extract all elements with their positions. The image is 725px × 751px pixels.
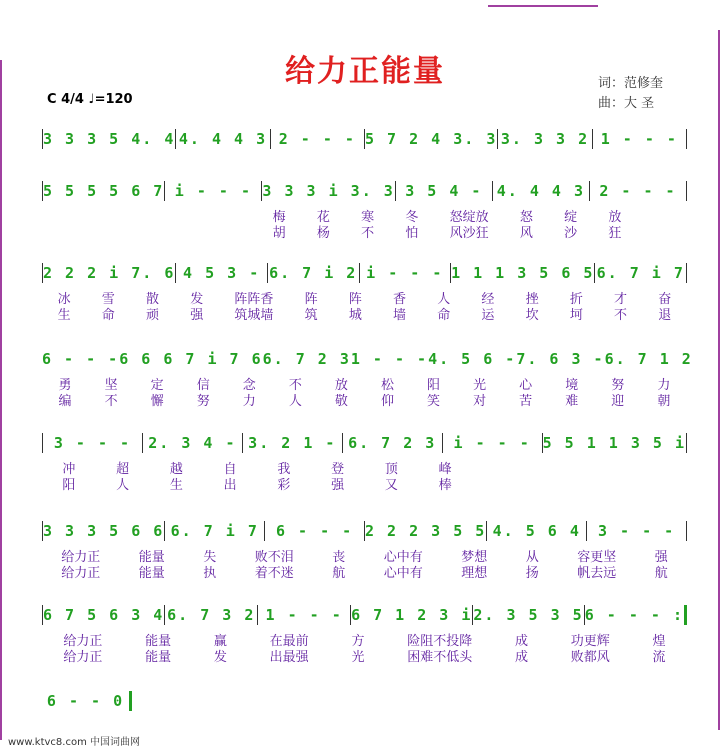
lyric-word: 胡 <box>272 226 286 241</box>
lyric-word: 煌 <box>652 634 666 649</box>
lyric-word: 不 <box>104 394 118 409</box>
lyric-word: 筑 <box>304 308 318 323</box>
lyric-word: 坷 <box>569 308 583 323</box>
lyric-word: 航 <box>654 566 668 581</box>
lyric-word: 怕 <box>405 226 419 241</box>
lyric-word: 苦 <box>519 394 533 409</box>
lyric-word: 冬 <box>405 210 419 225</box>
lyric-word: 着不迷 <box>254 566 294 581</box>
lyric-word: 顽 <box>146 308 160 323</box>
measure: 6. 7 3 2 <box>167 606 256 624</box>
lyric-word: 理想 <box>461 566 488 581</box>
measure: 3 - - - <box>53 434 132 452</box>
measure: 2 - - - <box>278 130 356 148</box>
frame-top-line <box>488 5 598 7</box>
lyric-word: 人 <box>116 478 130 493</box>
key-tempo: C 4/4 ♩=120 <box>47 92 133 107</box>
lyric-word: 梦想 <box>461 550 488 565</box>
lyric-word: 败都风 <box>570 650 610 665</box>
lyric-word: 出最强 <box>269 650 309 665</box>
lyric-word: 狂 <box>608 226 622 241</box>
measure: 2 - - - <box>599 182 677 200</box>
lyric-word: 丧 <box>332 550 346 565</box>
lyric-word: 编 <box>58 394 72 409</box>
lyric-word: 杨 <box>316 226 330 241</box>
lyric-word: 阵 <box>304 292 318 307</box>
barline <box>686 521 687 541</box>
lyric-word: 冲 <box>62 462 76 477</box>
lyric-word: 命 <box>101 308 115 323</box>
barline <box>686 263 687 283</box>
lyric-word: 奋 <box>658 292 672 307</box>
lyric-word: 冰 <box>57 292 71 307</box>
lyric-word: 登 <box>331 462 345 477</box>
lyric-word: 能量 <box>138 566 165 581</box>
lyric-word: 阵阵香 <box>234 292 274 307</box>
lyric-word: 放 <box>334 378 348 393</box>
measure: 1 - - - <box>350 350 429 368</box>
lyric-word: 挫 <box>525 292 539 307</box>
song-title: 给力正能量 <box>285 54 445 89</box>
measure: 6. 7 i 7 <box>596 264 685 282</box>
lyric-word: 念 <box>242 378 256 393</box>
lyric-word: 雪 <box>101 292 115 307</box>
lyric-word: 才 <box>614 292 628 307</box>
measure: 4. 4 4 3 <box>178 130 268 148</box>
lyric-word: 发 <box>190 292 204 307</box>
lyric-word: 筑城墙 <box>234 308 274 323</box>
lyric-line <box>42 304 687 323</box>
lyric-word: 失 <box>203 550 217 565</box>
lyric-word: 航 <box>332 566 346 581</box>
lyric-word: 敬 <box>334 394 348 409</box>
lyric-word: 出 <box>223 478 237 493</box>
lyric-word: 坚 <box>104 378 118 393</box>
frame-left-line <box>0 60 2 740</box>
measure: 5 7 2 4 3. 3 <box>365 130 498 148</box>
measure: i - - - <box>366 264 444 282</box>
lyric-word: 超 <box>116 462 130 477</box>
lyric-word: 不 <box>288 378 302 393</box>
lyric-word: 绽 <box>564 210 578 225</box>
lyric-word: 扬 <box>525 566 539 581</box>
lyric-word: 强 <box>190 308 204 323</box>
lyric-word: 心 <box>519 378 533 393</box>
measure: 4. 4 4 3 <box>496 182 586 200</box>
lyric-word: 努 <box>196 394 210 409</box>
measure: 1 - - - <box>600 130 678 148</box>
lyric-word: 沙 <box>564 226 578 241</box>
lyric-word: 对 <box>473 394 487 409</box>
lyricist-credit: 词：范修奎 <box>598 76 664 91</box>
lyric-word: 怒 <box>519 210 533 225</box>
lyric-word: 难 <box>565 394 579 409</box>
lyric-word: 败不泪 <box>254 550 294 565</box>
measure: 2 2 2 3 5 5 <box>365 522 487 540</box>
lyric-word: 越 <box>169 462 183 477</box>
lyric-word: 运 <box>481 308 495 323</box>
lyric-word: 不 <box>361 226 375 241</box>
frame-right-line <box>718 30 720 730</box>
barline <box>686 433 687 453</box>
lyric-word: 放 <box>608 210 622 225</box>
lyric-word: 强 <box>331 478 345 493</box>
notation-row <box>42 520 687 542</box>
notation-row <box>42 180 687 202</box>
lyric-word: 命 <box>437 308 451 323</box>
lyric-word: 松 <box>380 378 394 393</box>
lyric-word: 笑 <box>427 394 441 409</box>
barline <box>129 691 132 711</box>
lyric-word: 阵 <box>348 292 362 307</box>
measure: 1 1 1 3 5 6 5 <box>451 264 595 282</box>
measure: 6. 7 1 2 <box>604 350 693 368</box>
measure: 7. 6 3 - <box>516 350 605 368</box>
lyric-word: 光 <box>473 378 487 393</box>
measure: 6. 7 2 3 <box>262 350 351 368</box>
lyric-word: 在最前 <box>269 634 309 649</box>
measure: 6 - - 0 <box>46 692 125 710</box>
lyric-word: 寒 <box>361 210 375 225</box>
measure: 5 5 1 1 3 5 i <box>542 434 687 452</box>
lyric-word: 梅 <box>272 210 286 225</box>
lyric-word: 力 <box>242 394 256 409</box>
lyric-word: 自 <box>223 462 237 477</box>
measure: 3 3 3 5 6 6 <box>43 522 165 540</box>
measure: 4 5 3 - <box>183 264 261 282</box>
measure: 1 - - - <box>265 606 343 624</box>
barline <box>686 181 687 201</box>
notation-row <box>42 432 687 454</box>
measure: 5 5 5 5 6 7 <box>43 182 165 200</box>
lyric-word: 棒 <box>438 478 452 493</box>
lyric-word: 方 <box>351 634 365 649</box>
lyric-word: 风 <box>519 226 533 241</box>
lyric-word: 赢 <box>213 634 227 649</box>
lyric-word: 从 <box>525 550 539 565</box>
lyric-word: 彩 <box>277 478 291 493</box>
barline <box>686 129 687 149</box>
lyric-word: 境 <box>565 378 579 393</box>
lyric-word: 生 <box>57 308 71 323</box>
measure: 2 2 2 i 7. 6 <box>43 264 176 282</box>
measure: 6 - - - <box>275 522 354 540</box>
lyric-word: 墙 <box>393 308 407 323</box>
lyric-word: 朝 <box>657 394 671 409</box>
lyric-word: 给力正 <box>61 550 101 565</box>
lyric-line <box>42 562 687 581</box>
lyric-word: 散 <box>146 292 160 307</box>
lyric-word: 努 <box>611 378 625 393</box>
measure: 6 6 6 7 i 7 6 <box>119 350 263 368</box>
lyric-word: 能量 <box>145 650 172 665</box>
lyric-word: 心中有 <box>383 550 423 565</box>
lyric-word: 仰 <box>380 394 394 409</box>
lyric-line <box>42 390 687 409</box>
lyric-word: 怒绽放 <box>449 210 489 225</box>
lyric-word: 给力正 <box>63 650 103 665</box>
lyric-word: 勇 <box>58 378 72 393</box>
lyric-word: 帆去远 <box>577 566 617 581</box>
lyric-word: 香 <box>393 292 407 307</box>
measure: 6 7 1 2 3 i <box>351 606 473 624</box>
measure: i - - - <box>174 182 252 200</box>
composer-credit: 曲：大 圣 <box>598 96 655 111</box>
barline <box>684 605 687 625</box>
measure: 6. 7 i 2 <box>269 264 358 282</box>
measure: 6 - - - <box>42 350 120 368</box>
watermark: www.ktvc8.com 中国词曲网 <box>8 737 141 748</box>
notation-row <box>42 128 687 150</box>
lyric-word: 给力正 <box>63 634 103 649</box>
measure: 4. 5 6 4 <box>492 522 581 540</box>
lyric-word: 坎 <box>525 308 539 323</box>
lyric-word: 给力正 <box>61 566 101 581</box>
lyric-word: 迎 <box>611 394 625 409</box>
lyric-line <box>42 474 472 493</box>
lyric-word: 容更坚 <box>577 550 617 565</box>
measure: 2. 3 5 3 5 <box>473 606 584 624</box>
lyric-word: 定 <box>150 378 164 393</box>
measure: 6 7 5 6 3 4 <box>43 606 165 624</box>
notation-row <box>42 348 693 370</box>
measure: 6. 7 2 3 <box>348 434 437 452</box>
notation-row <box>42 262 687 284</box>
lyric-word: 人 <box>437 292 451 307</box>
measure: i - - - <box>453 434 531 452</box>
lyric-word: 力 <box>657 378 671 393</box>
notation-row <box>42 604 687 626</box>
lyric-word: 风沙狂 <box>449 226 489 241</box>
lyric-word: 生 <box>169 478 183 493</box>
lyric-word: 折 <box>569 292 583 307</box>
lyric-word: 成 <box>514 650 528 665</box>
lyric-word: 懈 <box>150 394 164 409</box>
measure: 3. 3 3 2 <box>500 130 590 148</box>
lyric-word: 退 <box>658 308 672 323</box>
measure: 2. 3 4 - <box>148 434 237 452</box>
lyric-word: 阳 <box>62 478 76 493</box>
measure: 3. 2 1 - <box>248 434 337 452</box>
measure: 3 3 3 5 4. 4 <box>43 130 176 148</box>
lyric-word: 心中有 <box>383 566 423 581</box>
lyric-word: 功更辉 <box>570 634 610 649</box>
measure: 4. 5 6 - <box>428 350 517 368</box>
lyric-word: 顶 <box>384 462 398 477</box>
lyric-word: 光 <box>351 650 365 665</box>
lyric-line <box>42 646 687 665</box>
lyric-word: 我 <box>277 462 291 477</box>
lyric-word: 城 <box>348 308 362 323</box>
lyric-word: 又 <box>384 478 398 493</box>
lyric-word: 险阻不投降 <box>407 634 473 649</box>
notation-row <box>42 690 132 712</box>
lyric-word: 能量 <box>138 550 165 565</box>
measure: 6 - - - : <box>584 606 684 624</box>
measure: 6. 7 i 7 <box>170 522 259 540</box>
lyric-word: 发 <box>213 650 227 665</box>
lyric-word: 花 <box>316 210 330 225</box>
lyric-word: 峰 <box>438 462 452 477</box>
measure: 3 5 4 - <box>405 182 483 200</box>
lyric-word: 人 <box>288 394 302 409</box>
lyric-word: 困难不低头 <box>407 650 473 665</box>
lyric-word: 流 <box>652 650 666 665</box>
lyric-word: 执 <box>203 566 217 581</box>
measure: 3 3 3 i 3. 3 <box>262 182 395 200</box>
lyric-word: 经 <box>481 292 495 307</box>
measure: 3 - - - <box>597 522 676 540</box>
lyric-word: 成 <box>514 634 528 649</box>
lyric-line <box>257 222 637 241</box>
lyric-word: 不 <box>614 308 628 323</box>
lyric-word: 能量 <box>145 634 172 649</box>
lyric-word: 阳 <box>427 378 441 393</box>
lyric-word: 信 <box>196 378 210 393</box>
lyric-word: 强 <box>654 550 668 565</box>
